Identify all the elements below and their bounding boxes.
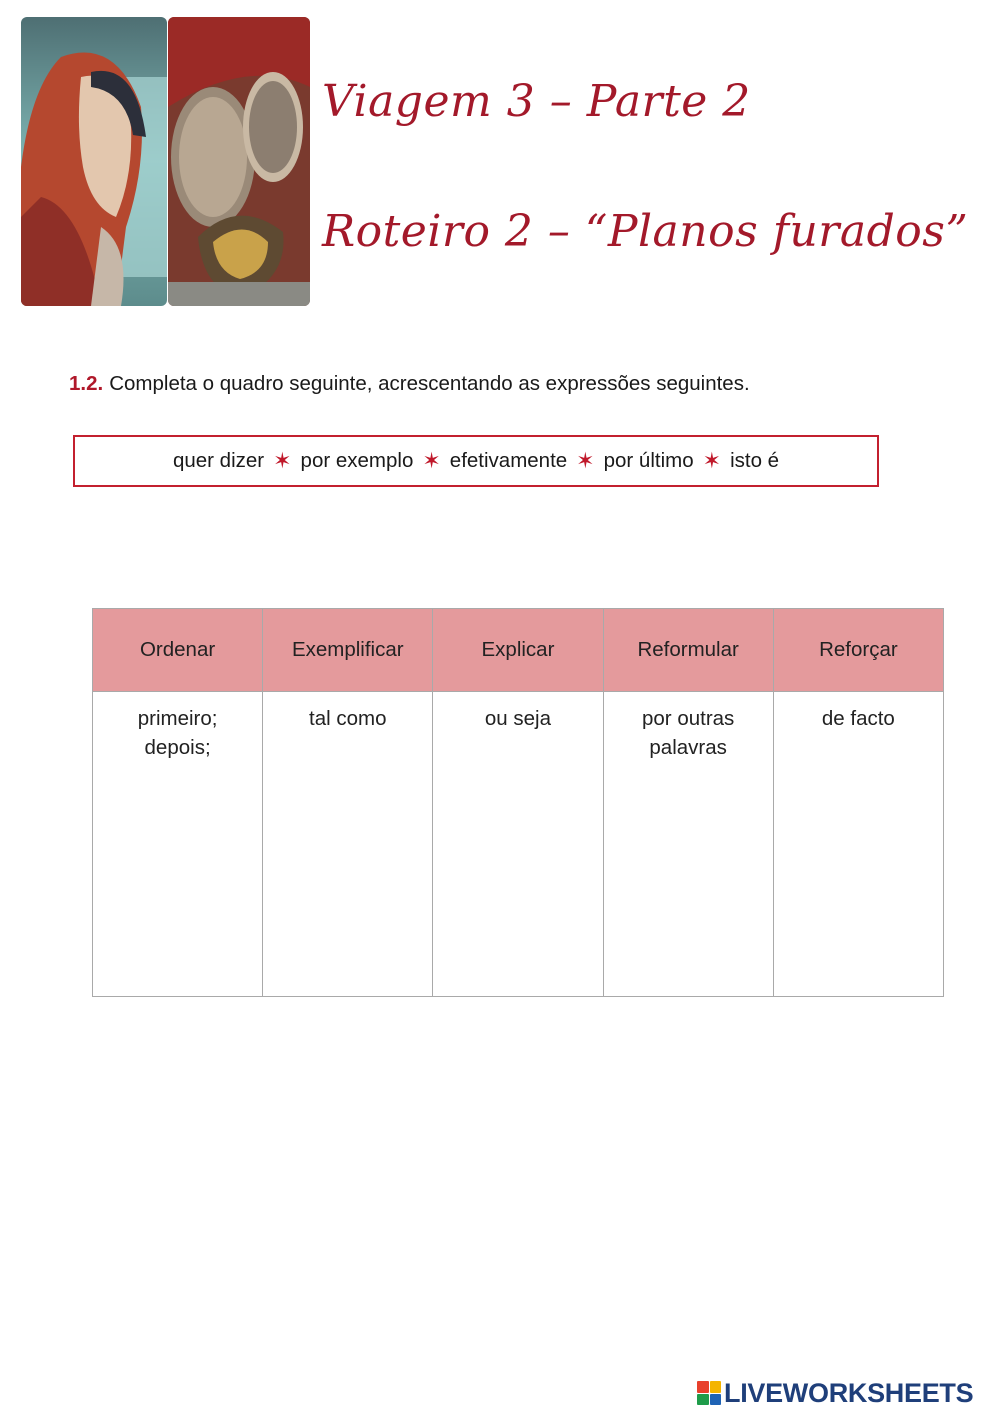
- word-bank-item[interactable]: quer dizer: [172, 449, 265, 472]
- drop-cell-explicar[interactable]: [433, 692, 603, 997]
- instruction-text: Completa o quadro seguinte, acrescentando as expressões seguintes.: [109, 372, 750, 395]
- cell-text: por outras palavras: [642, 707, 735, 759]
- drop-cell-reformular[interactable]: [603, 692, 773, 997]
- drop-cell-reforcar[interactable]: [773, 692, 943, 997]
- word-bank-item[interactable]: por exemplo: [300, 449, 414, 472]
- star-separator-icon: ✶: [702, 448, 722, 473]
- word-bank-item[interactable]: por último: [603, 449, 694, 472]
- cell-text: primeiro; depois;: [137, 707, 218, 759]
- cell-text: ou seja: [484, 707, 552, 730]
- column-header-explicar: Explicar: [433, 609, 603, 692]
- word-bank-item[interactable]: isto é: [730, 449, 780, 472]
- worksheet-subtitle: Roteiro 2 – “Planos furados”: [322, 206, 969, 257]
- star-separator-icon: ✶: [273, 448, 292, 473]
- column-header-ordenar: Ordenar: [93, 609, 263, 692]
- star-separator-icon: ✶: [576, 448, 595, 473]
- liveworksheets-logo[interactable]: [697, 1376, 973, 1410]
- connectors-table: [92, 608, 944, 997]
- worksheet-title: Viagem 3 – Parte 2: [322, 76, 751, 127]
- table-header-row: [93, 609, 944, 692]
- column-header-exemplificar: Exemplificar: [263, 609, 433, 692]
- drop-cell-ordenar[interactable]: [93, 692, 263, 997]
- liveworksheets-logo-icon: [697, 1381, 721, 1405]
- exercise-instruction: [69, 372, 750, 396]
- exercise-number: 1.2.: [69, 372, 104, 395]
- cell-text: tal como: [309, 707, 387, 730]
- illustration-woman: [21, 17, 167, 306]
- table-row: [93, 692, 944, 997]
- word-bank-item[interactable]: efetivamente: [449, 449, 568, 472]
- logo-text: LIVEWORKSHEETS: [724, 1377, 974, 1408]
- cell-text: de facto: [821, 707, 895, 730]
- column-header-reforcar: Reforçar: [773, 609, 943, 692]
- drop-cell-exemplificar[interactable]: [263, 692, 433, 997]
- word-bank: [73, 435, 879, 487]
- star-separator-icon: ✶: [422, 448, 441, 473]
- column-header-reformular: Reformular: [603, 609, 773, 692]
- illustration-mirrors: [168, 17, 310, 306]
